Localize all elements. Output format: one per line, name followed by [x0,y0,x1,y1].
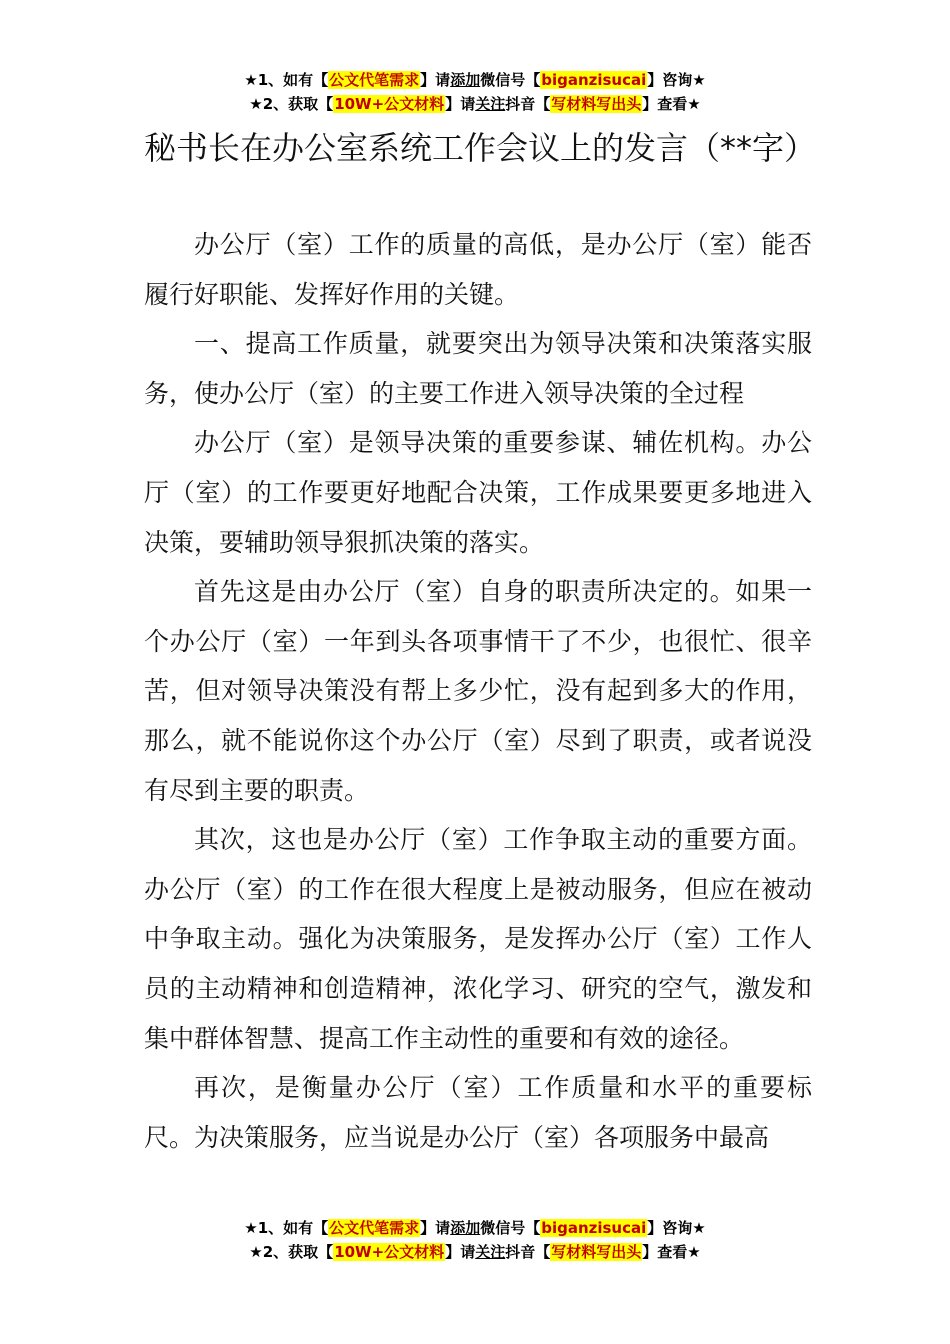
highlight-service: 公文代笔需求 [329,71,420,89]
header-banner [0,68,950,116]
document-title: 秘书长在办公室系统工作会议上的发言（**字） [144,129,817,167]
banner-line-1: ★1、如有【公文代笔需求】请添加微信号【biganzisucai】咨询★ [244,1219,706,1237]
banner-line-1: ★1、如有【公文代笔需求】请添加微信号【biganzisucai】咨询★ [244,71,706,89]
paragraph-intro: 办公厅（室）工作的质量的高低，是办公厅（室）能否履行好职能、发挥好作用的关键。 [144,230,812,309]
banner-line-2: ★2、获取【10W+公文材料】请关注抖音【写材料写出头】查看★ [249,1243,701,1261]
highlight-douyin-account: 写材料写出头 [551,1243,642,1261]
paragraph: 再次，是衡量办公厅（室）工作质量和水平的重要标尺。为决策服务，应当说是办公厅（室）各项服务中最高 [144,1073,812,1152]
paragraph: 办公厅（室）是领导决策的重要参谋、辅佐机构。办公厅（室）的工作要更好地配合决策，工作成果要更多地进入决策，要辅助领导狠抓决策的落实。 [144,428,812,557]
footer-banner [0,1216,950,1264]
document-body [144,220,812,1162]
highlight-materials: 10W+公文材料 [334,1243,445,1261]
banner-line-2: ★2、获取【10W+公文材料】请关注抖音【写材料写出头】查看★ [249,95,701,113]
section-heading-1: 一、提高工作质量，就要突出为领导决策和决策落实服务，使办公厅（室）的主要工作进入领导决策的全过程 [144,329,812,408]
highlight-service: 公文代笔需求 [329,1219,420,1237]
highlight-wechat-id: biganzisucai [541,71,647,89]
paragraph: 其次，这也是办公厅（室）工作争取主动的重要方面。办公厅（室）的工作在很大程度上是被动服务，但应在被动中争取主动。强化为决策服务，是发挥办公厅（室）工作人员的主动精神和创造精神，浓化学习、研究的空气，激发和集中群体智慧、提高工作主动性的重要和有效的途径。 [144,825,812,1053]
paragraph: 首先这是由办公厅（室）自身的职责所决定的。如果一个办公厅（室）一年到头各项事情干了不少，也很忙、很辛苦，但对领导决策没有帮上多少忙，没有起到多大的作用，那么，就不能说你这个办公厅（室）尽到了职责，或者说没有尽到主要的职责。 [144,577,812,805]
highlight-douyin-account: 写材料写出头 [551,95,642,113]
highlight-materials: 10W+公文材料 [334,95,445,113]
highlight-wechat-id: biganzisucai [541,1219,647,1237]
